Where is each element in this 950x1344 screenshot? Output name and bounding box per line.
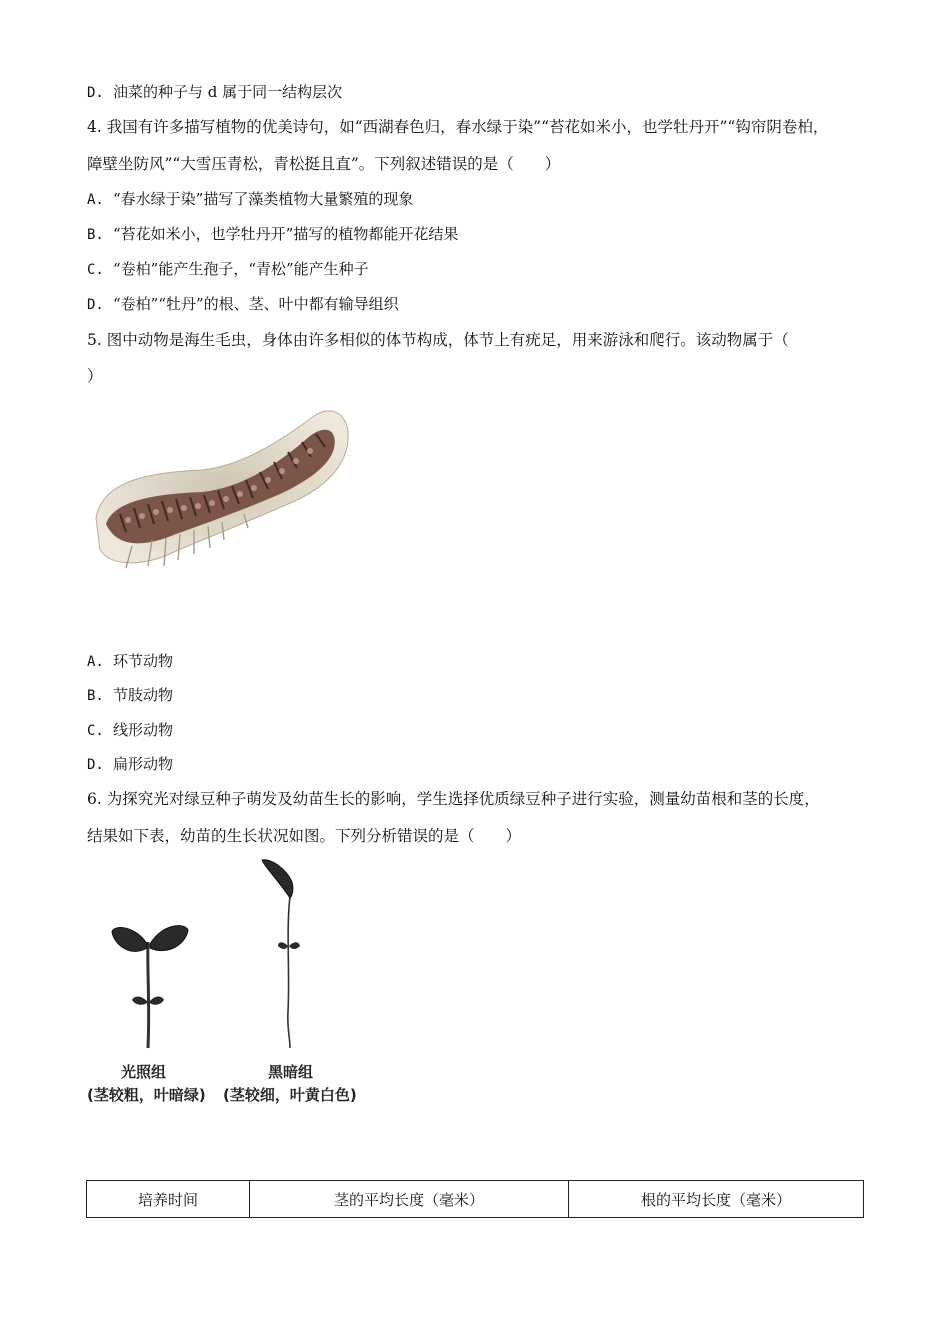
option-text: 油菜的种子与 d 属于同一结构层次 [113,83,343,101]
dark-group-note: (茎较细，叶黄白色) [223,1086,357,1104]
option-text: 线形动物 [113,721,174,739]
option-text: 扁形动物 [113,755,174,773]
q4-option-d [87,294,399,315]
option-text: 节肢动物 [113,686,174,704]
q4-option-b [87,224,458,245]
q5-stem-line1: 5. 图中动物是海生毛虫，身体由许多相似的体节构成，体节上有疣足，用来游泳和爬行。该动物属于（ [87,331,789,349]
q4-stem-line2: 障壁坐防风”“大雪压青松，青松挺且直”。下列叙述错误的是（ ） [87,155,561,173]
dark-group-label: 黑暗组 [268,1063,314,1081]
table-header-row [87,1181,864,1218]
option-letter: D. [87,757,104,773]
header-culture-time: 培养时间 [87,1181,250,1218]
seedling-figure [100,852,360,1058]
q4-option-c [87,259,369,280]
q5-option-a [87,651,173,672]
option-text: 环节动物 [113,652,174,670]
q5-option-d [87,754,173,775]
option-letter: A. [87,654,104,670]
option-letter: D. [87,297,104,313]
option-text: “卷柏”能产生孢子，“青松”能产生种子 [113,260,369,278]
dark-seedling-drawing [262,860,300,1048]
q6-stem-line2: 结果如下表，幼苗的生长状况如图。下列分析错误的是（ ） [87,827,522,845]
option-text: “春水绿于染”描写了藻类植物大量繁殖的现象 [113,190,414,208]
q5-stem-line2: ） [87,367,103,385]
option-letter: C. [87,262,104,278]
q4-option-a [87,189,413,210]
header-stem-length: 茎的平均长度（毫米） [250,1181,569,1218]
option-letter: D. [87,85,104,101]
sea-worm-image [92,400,354,580]
light-group-label: 光照组 [121,1063,167,1081]
q3-option-d [87,82,342,103]
option-text: “苔花如米小，也学牡丹开”描写的植物都能开花结果 [113,225,459,243]
option-letter: B. [87,688,104,704]
light-group-note: (茎较粗，叶暗绿) [87,1086,206,1104]
results-table [86,1180,864,1218]
option-letter: C. [87,723,104,739]
light-seedling-drawing [112,926,188,1048]
q5-option-c [87,720,173,741]
option-text: “卷柏”“牡丹”的根、茎、叶中都有输导组织 [113,295,399,313]
q6-stem-line1: 6. 为探究光对绿豆种子萌发及幼苗生长的影响，学生选择优质绿豆种子进行实验，测量幼苗根和茎的长度， [87,790,820,808]
q4-stem-line1: 4. 我国有许多描写植物的优美诗句，如“西湖春色归，春水绿于染”“苔花如米小，也学牡丹开”“钩帘阴卷柏， [87,118,829,136]
header-root-length: 根的平均长度（毫米） [569,1181,864,1218]
q5-option-b [87,685,173,706]
option-letter: A. [87,192,104,208]
option-letter: B. [87,227,104,243]
